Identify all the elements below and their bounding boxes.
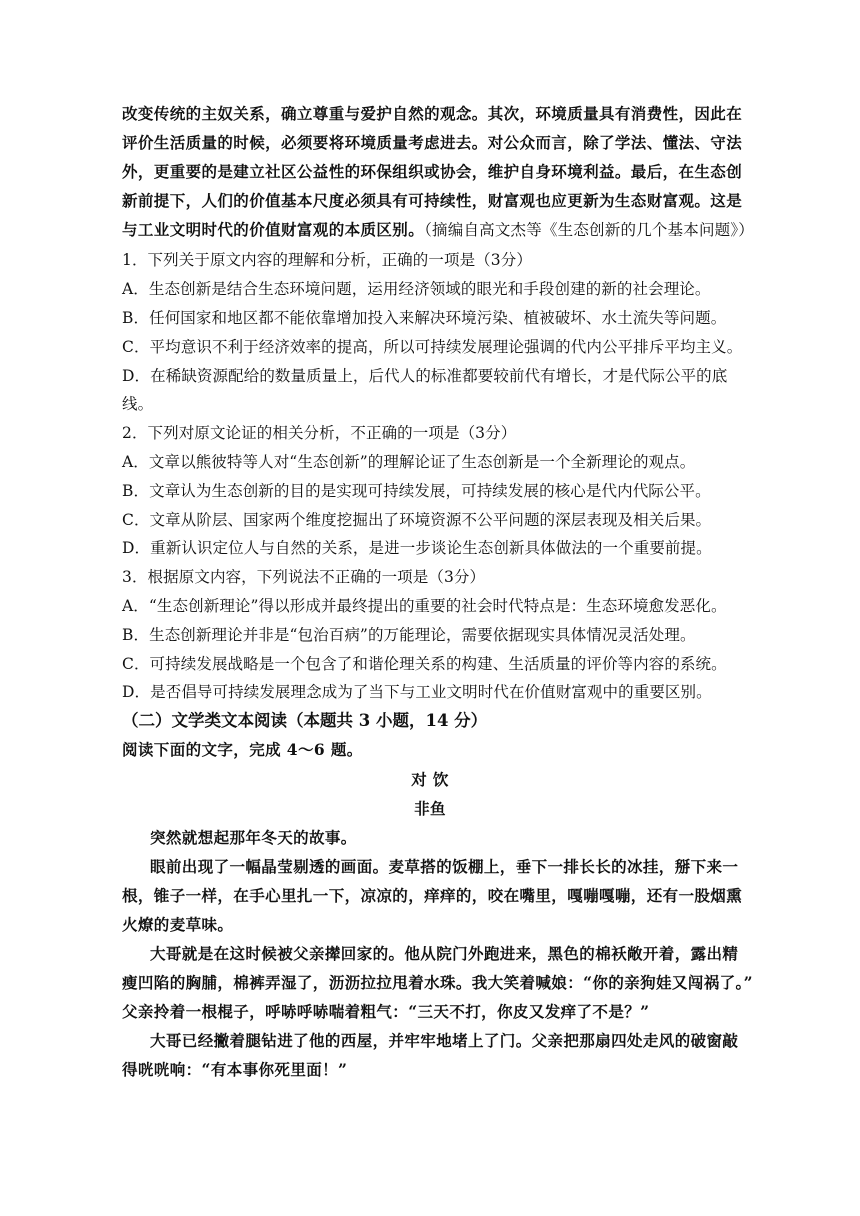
passage-line: 外，更重要的是建立社区公益性的环保组织或协会，维护自身环境利益。最后，在生态创 <box>122 162 743 181</box>
story-line: 得咣咣响：“有本事你死里面！” <box>122 1060 348 1079</box>
question-3-option-b: B．生态创新理论并非是“包治百病”的万能理论，需要依据现实具体情况灵活处理。 <box>122 626 696 644</box>
passage-line-end: 与工业文明时代的价值财富观的本质区别。 <box>122 220 425 239</box>
question-1-option-c: C．平均意识不利于经济效率的提高，所以可持续发展理论强调的代内公平排斥平均主义。 <box>122 338 743 356</box>
story-title: 对 饮 <box>411 770 449 789</box>
question-1-option-a: A．生态创新是结合生态环境问题，运用经济领域的眼光和手段创建的新的社会理论。 <box>122 280 711 298</box>
question-2-option-d: D．重新认识定位人与自然的关系，是进一步谈论生态创新具体做法的一个重要前提。 <box>122 539 712 557</box>
question-1-option-b: B．任何国家和地区都不能依靠增加投入来解决环境污染、植被破坏、水土流失等问题。 <box>122 309 727 327</box>
question-2-stem: 2．下列对原文论证的相关分析，不正确的一项是（3分） <box>122 424 517 442</box>
question-3-option-c: C．可持续发展战略是一个包含了和谐伦理关系的构建、生活质量的评价等内容的系统。 <box>122 655 727 673</box>
passage-line: 评价生活质量的时候，必须要将环境质量考虑进去。对公众而言，除了学法、懂法、守法 <box>122 133 743 152</box>
story-line: 眼前出现了一幅晶莹剔透的画面。麦草搭的饭棚上，垂下一排长长的冰挂，掰下来一 <box>150 857 739 876</box>
section-heading: （二）文学类文本阅读（本题共 3 小题，14 分） <box>122 711 488 730</box>
question-2-option-a: A．文章以熊彼特等人对“生态创新”的理解论证了生态创新是一个全新理论的观点。 <box>122 453 696 471</box>
question-1-option-d: D．在稀缺资源配给的数量质量上，后代人的标准都要较前代有增长，才是代际公平的底 <box>122 367 728 385</box>
source-citation: （摘编自高文杰等《生态创新的几个基本问题》） <box>424 221 755 239</box>
question-2-option-c: C．文章从阶层、国家两个维度挖掘出了环境资源不公平问题的深层表现及相关后果。 <box>122 511 712 529</box>
story-line: 大哥就是在这时候被父亲撵回家的。他从院门外跑进来，黑色的棉袄敞开着，露出精 <box>150 944 739 963</box>
question-2-option-b: B．文章认为生态创新的目的是实现可持续发展，可持续发展的核心是代内代际公平。 <box>122 482 711 500</box>
story-line: 突然就想起那年冬天的故事。 <box>150 828 357 847</box>
question-1-stem: 1．下列关于原文内容的理解和分析，正确的一项是（3分） <box>122 251 532 269</box>
passage-line: 改变传统的主奴关系，确立尊重与爱护自然的观念。其次，环境质量具有消费性，因此在 <box>122 104 743 123</box>
story-line: 火燎的麦草味。 <box>122 915 234 934</box>
question-3-stem: 3．根据原文内容，下列说法不正确的一项是（3分） <box>122 568 486 586</box>
reading-instruction: 阅读下面的文字，完成 4～6 题。 <box>122 740 363 759</box>
story-line: 大哥已经撇着腿钻进了他的西屋，并牢牢地堵上了门。父亲把那扇四处走风的破窗敲 <box>150 1031 739 1050</box>
story-line: 瘦凹陷的胸脯，棉裤弄湿了，沥沥拉拉甩着水珠。我大笑着喊娘：“你的亲狗娃又闯祸了。” <box>122 973 753 992</box>
passage-line-with-source <box>122 220 755 240</box>
question-3-option-d: D．是否倡导可持续发展理念成为了当下与工业文明时代在价值财富观中的重要区别。 <box>122 683 712 701</box>
story-line: 根，锥子一样，在手心里扎一下，凉凉的，痒痒的，咬在嘴里，嘎嘣嘎嘣，还有一股烟熏 <box>122 886 743 905</box>
story-line: 父亲拎着一根棍子，呼哧呼哧喘着粗气：“三天不打，你皮又发痒了不是？” <box>122 1002 650 1021</box>
question-3-option-a: A．“生态创新理论”得以形成并最终提出的重要的社会时代特点是：生态环境愈发恶化。 <box>122 597 727 615</box>
story-author: 非鱼 <box>414 799 446 818</box>
question-1-option-d-cont: 线。 <box>122 395 154 413</box>
passage-line: 新前提下，人们的价值基本尺度必须具有可持续性，财富观也应更新为生态财富观。这是 <box>122 191 743 210</box>
